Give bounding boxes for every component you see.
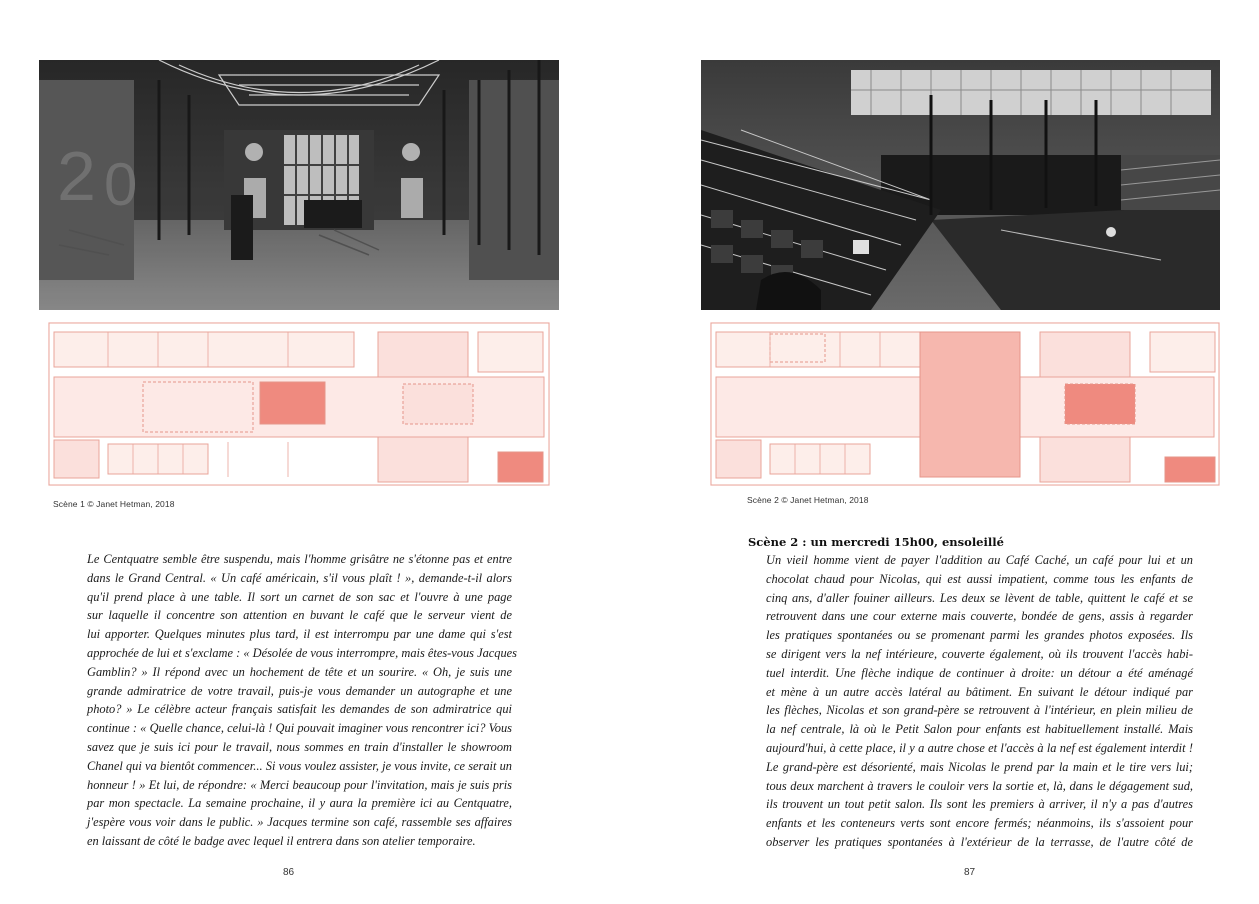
right-page <box>630 0 1259 904</box>
scene2-caption: Scène 2 © Janet Hetman, 2018 <box>747 495 869 505</box>
paragraph-line: les pratiques spontanées ou se promenant parmi les grandes photos exposées. Ils <box>766 628 1193 643</box>
svg-text:0: 0 <box>104 151 138 218</box>
scene2-paragraph <box>766 551 1193 852</box>
paragraph-line: ils trouvent un tout petit salon. Ils sont les premiers à arriver, il n'y a pas d'autres <box>766 797 1193 812</box>
paragraph-line: sur laquelle il concentre son attention en buvant le café que le serveur vient de <box>87 608 512 623</box>
paragraph-line: savez que je suis ici pour le travail, nous sommes en train d'installer le showroom <box>87 739 512 754</box>
scene1-floor-plan <box>48 322 550 486</box>
paragraph-line: honneur ! » Et lui, de répondre: « Merci beaucoup pour l'invitation, mais je suis pris <box>87 777 512 792</box>
scene2-arena-photo <box>701 60 1220 310</box>
paragraph-line: grande admiratrice de votre travail, puis-je vous demander un autographe et une <box>87 683 512 698</box>
paragraph-line: enfants et les conteneurs verts sont encore fermés; néanmoins, ils s'assoient pour <box>766 816 1193 831</box>
svg-text:2: 2 <box>57 137 96 215</box>
paragraph-line: continue : « Quelle chance, celui-là ! Qui pouvait imaginer vous rencontrer ici? Vous <box>87 721 512 736</box>
scene1-caption: Scène 1 © Janet Hetman, 2018 <box>53 499 175 509</box>
scene2-title: Scène 2 : un mercredi 15h00, ensoleillé <box>748 535 1004 549</box>
paragraph-line: par mon spectacle. La semaine prochaine, il y aura la première ici au Centquatre, <box>87 796 512 811</box>
paragraph-line: chocolat chaud pour Nicolas, qui est aussi impatient, comme tous les enfants de <box>766 571 1193 586</box>
paragraph-line: lui apporter. Quelques minutes plus tard, il est interrompu par une dame qui s'est <box>87 627 512 642</box>
floor-plan-drawing <box>710 322 1220 486</box>
paragraph-line: cinq ans, d'aller fouiner ailleurs. Les deux se lèvent de table, quittent le café et se <box>766 590 1193 605</box>
paragraph-line: Le grand-père est désorienté, mais Nicolas le prend par la main et le tire vers lui; <box>766 759 1193 774</box>
paragraph-line: observer les pratiques spontanées à l'extérieur de la terrasse, de l'autre côté de <box>766 834 1193 849</box>
paragraph-line: Le Centquatre semble être suspendu, mais l'homme grisâtre ne s'étonne pas et entre <box>87 552 512 566</box>
scene1-paragraph <box>87 550 517 851</box>
paragraph-line: Un vieil homme vient de payer l'addition au Café Caché, un café pour lui et un <box>766 553 1193 567</box>
paragraph-line: Chanel qui va bientôt commencer... Si vous voulez assister, je vous invite, ce serait un <box>87 758 512 773</box>
paragraph-line: et mène à un autre accès latéral au bâtiment. En suivant le détour indiqué par <box>766 684 1193 699</box>
page-number-left: 86 <box>283 867 295 878</box>
paragraph-line: j'espère vous voir dans le public. » Jacques termine son café, rassemble ses affaires <box>87 815 512 830</box>
paragraph-line: tous deux marchent à travers le couloir vers la sortie et, là, dans le dégagement sud, <box>766 778 1193 793</box>
scene1-hall-photo <box>39 60 559 310</box>
paragraph-line: tuel interdit. Une flèche indique de continuer à droite: un détour a été aménagé <box>766 665 1193 680</box>
paragraph-line: Gamblin? » Il répond avec un hochement de tête et un sourire. « Oh, je suis une <box>87 664 512 679</box>
paragraph-line: aujourd'hui, à cette place, il y a autre chose et l'accès à la nef est également interdit ! <box>766 740 1193 755</box>
paragraph-line: la nef centrale, là où le Petit Salon pour enfants est habituellement installé. Mais <box>766 722 1193 737</box>
left-page <box>0 0 629 904</box>
floor-plan-drawing <box>48 322 550 486</box>
paragraph-line: les flèches, Nicolas et son grand-père se retrouvent à l'intérieur, en plein milieu de <box>766 703 1193 718</box>
scene2-floor-plan <box>710 322 1220 486</box>
paragraph-line: approchée de lui et s'exclame : « Désolée de vous interrompre, mais êtes-vous Jacques <box>87 645 517 660</box>
paragraph-line: en laissant de côté le badge avec lequel il entrera dans son atelier temporaire. <box>87 833 476 848</box>
paragraph-line: qu'il prend place à une table. Il sort un carnet de son sac et l'ouvre à une page <box>87 589 512 604</box>
arena-photo-illustration <box>701 60 1220 310</box>
paragraph-line: dans le Grand Central. « Un café américain, s'il vous plaît ! », demande-t-il alors <box>87 570 512 585</box>
paragraph-line: retrouvent dans une cour externe mais couverte, bondée de gens, assis à regarder <box>766 609 1193 624</box>
page-number-right: 87 <box>964 867 976 878</box>
paragraph-line: se dirigent vers la nef intérieure, couverte également, où ils trouvent l'accès habi- <box>766 646 1193 661</box>
paragraph-line: photo? » Le célèbre acteur français satisfait les demandes de son admiratrice qui <box>87 702 512 717</box>
hall-photo-illustration <box>39 60 559 310</box>
